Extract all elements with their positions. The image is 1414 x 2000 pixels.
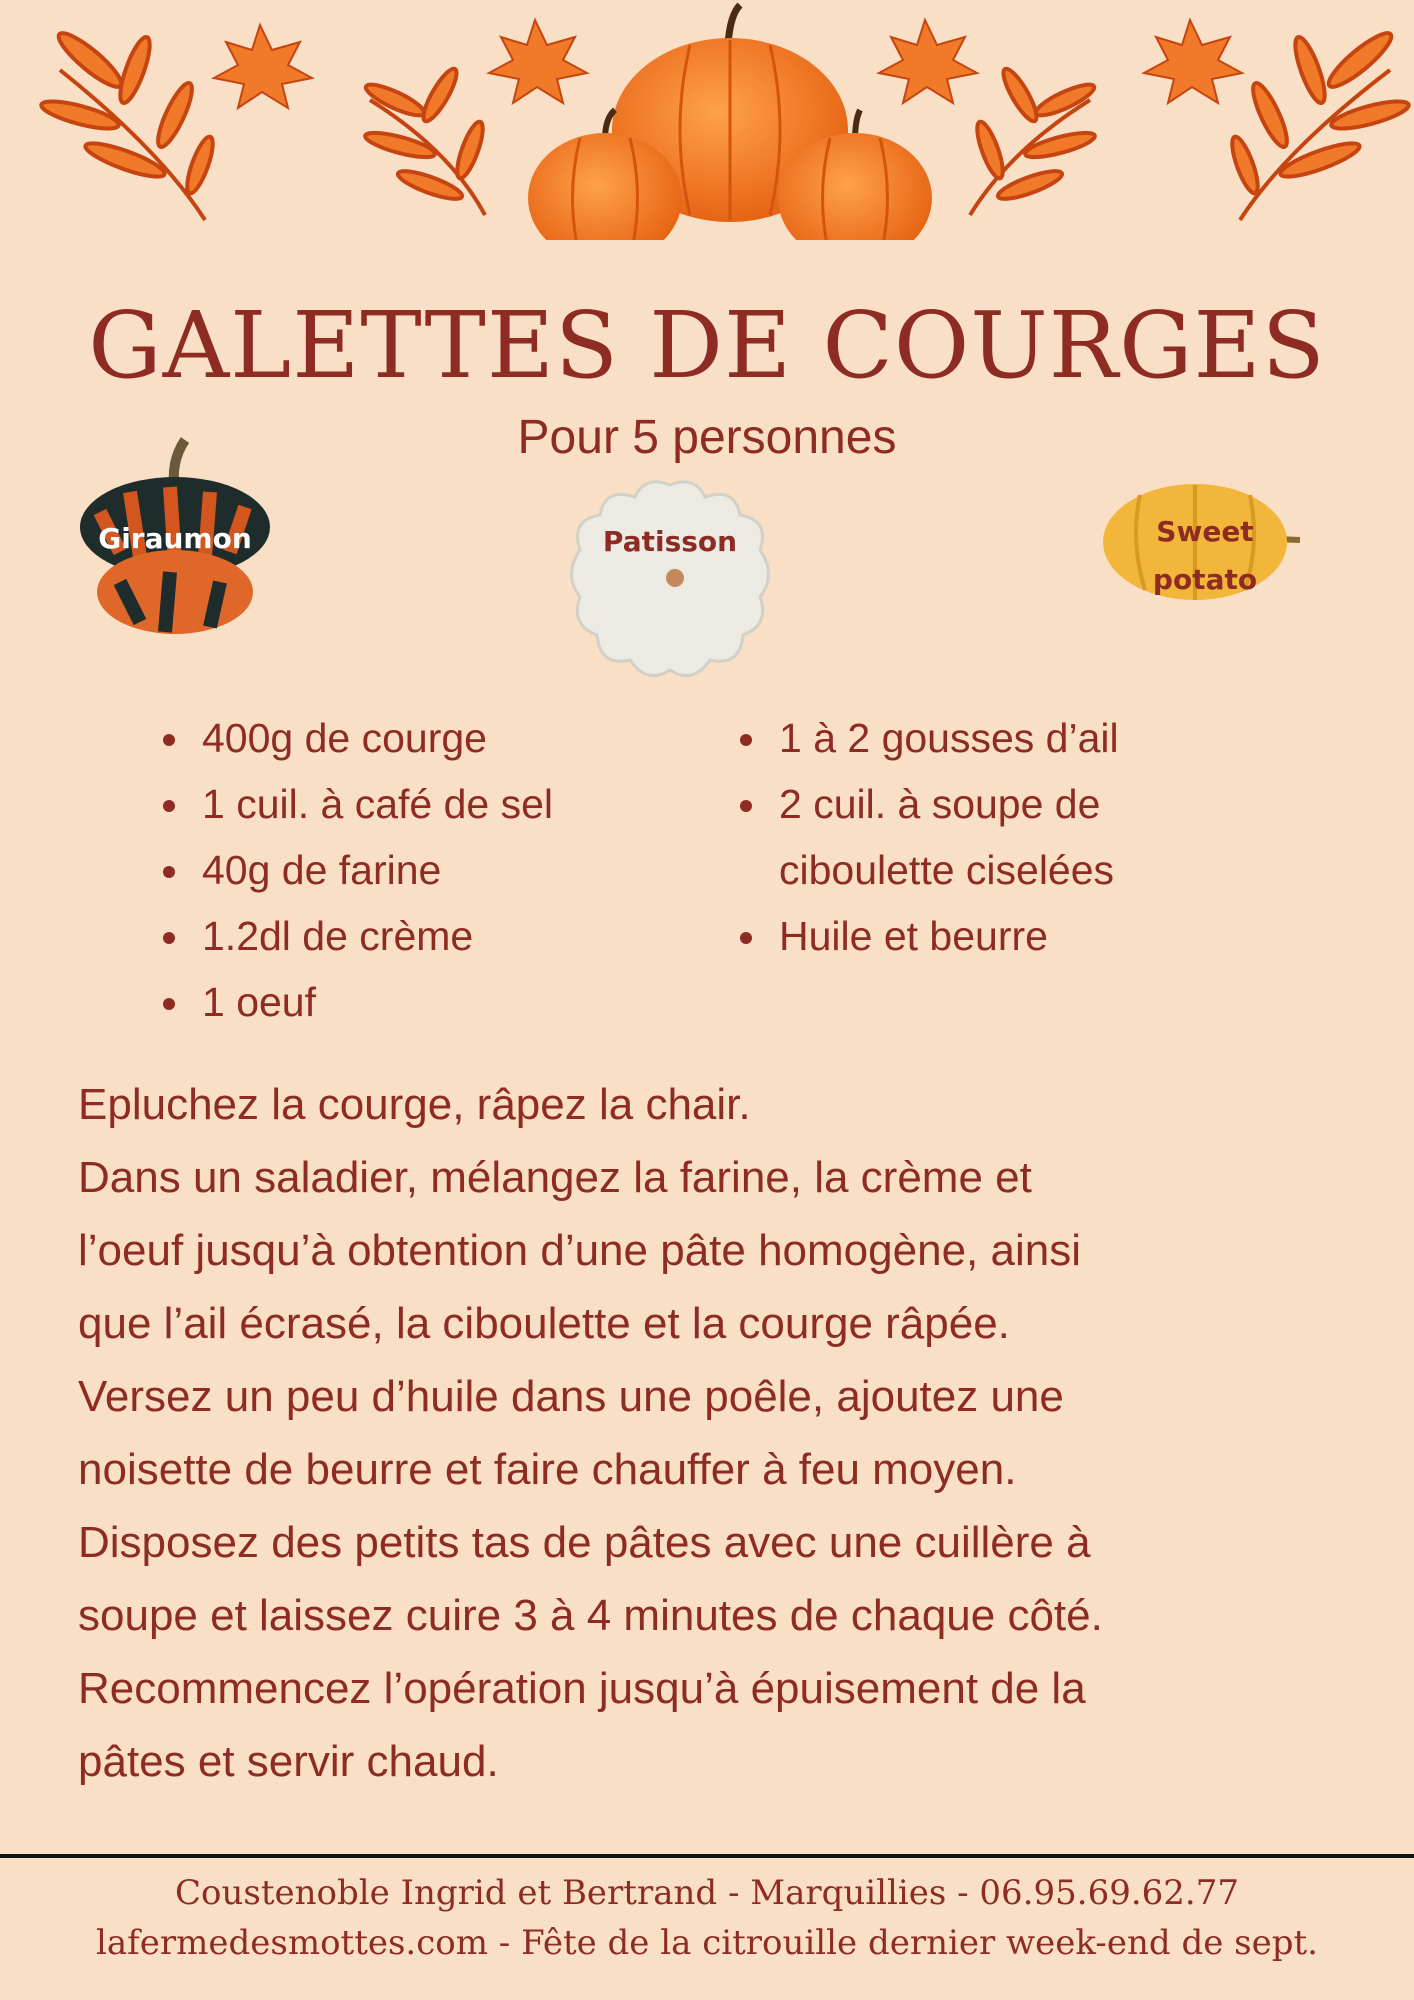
list-item: 1 oeuf [157, 969, 553, 1035]
instruction-line: Epluchez la courge, râpez la chair. [78, 1080, 751, 1129]
recipe-title: GALETTES DE COURGES [88, 292, 1326, 399]
instruction-line: l’oeuf jusqu’à obtention d’une pâte homogène, ainsi [78, 1226, 1081, 1275]
autumn-leaf-branch-icon [1227, 27, 1411, 220]
sweet-potato-label: Sweet potato [1152, 515, 1258, 596]
footer-website: lafermedesmottes.com - Fête de la citrouille dernier week-end de sept. [96, 1923, 1318, 1963]
instructions [78, 1068, 1348, 1798]
giraumon-label: Giraumon [98, 522, 252, 555]
instruction-line: noisette de beurre et faire chauffer à feu moyen. [78, 1445, 1017, 1494]
footer [0, 1868, 1414, 1968]
autumn-header-illustration [0, 0, 1414, 240]
instruction-line: Dans un saladier, mélangez la farine, la crème et [78, 1153, 1032, 1202]
list-item-continuation: ciboulette ciselées [779, 847, 1115, 893]
ingredients-list-right [734, 705, 1119, 969]
instruction-line: pâtes et servir chaud. [78, 1737, 499, 1786]
patisson-squash-image [565, 475, 775, 685]
patisson-label: Patisson [602, 525, 738, 558]
list-item: 40g de farine [157, 837, 553, 903]
giraumon-squash-image [70, 432, 280, 637]
list-item: 2 cuil. à soupe de [734, 771, 1119, 837]
servings-text: Pour 5 personnes [517, 411, 897, 464]
list-item: 1 à 2 gousses d’ail [734, 705, 1119, 771]
instruction-line: Versez un peu d’huile dans une poêle, ajoutez une [78, 1372, 1064, 1421]
autumn-leaf-branch-icon [39, 27, 218, 220]
autumn-leaf-branch-icon [970, 65, 1097, 215]
instruction-line: que l’ail écrasé, la ciboulette et la courge râpée. [78, 1299, 1010, 1348]
autumn-leaf-branch-icon [363, 65, 488, 215]
ingredients-list-left [157, 705, 553, 1035]
list-item: Huile et beurre [734, 903, 1119, 969]
instruction-line: Recommencez l’opération jusqu’à épuisement de la [78, 1664, 1086, 1713]
squash-icon [565, 475, 775, 685]
list-item: 1.2dl de crème [157, 903, 553, 969]
instruction-line: Disposez des petits tas de pâtes avec une cuillère à [78, 1518, 1091, 1567]
footer-contact: Coustenoble Ingrid et Bertrand - Marquillies - 06.95.69.62.77 [175, 1873, 1239, 1913]
sweet-potato-squash-image [1100, 470, 1310, 610]
list-item: 1 cuil. à café de sel [157, 771, 553, 837]
instruction-line: soupe et laissez cuire 3 à 4 minutes de chaque côté. [78, 1591, 1103, 1640]
list-item: 400g de courge [157, 705, 553, 771]
footer-divider [0, 1854, 1414, 1858]
